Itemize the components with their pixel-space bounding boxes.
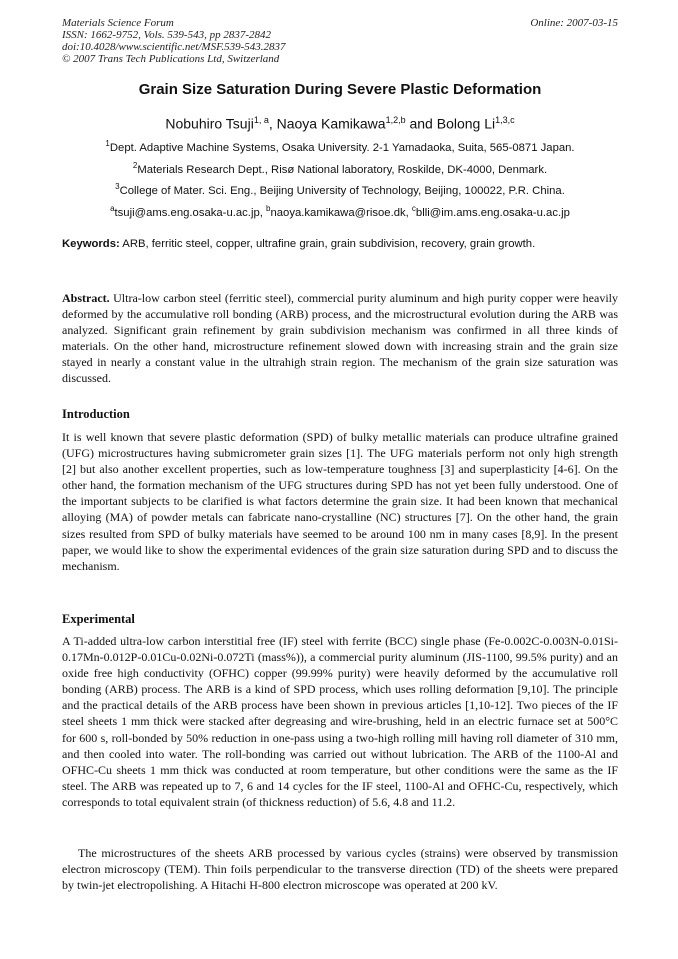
author-superscript: 1,3,c xyxy=(495,115,515,125)
author-name: Nobuhiro Tsuji xyxy=(165,115,254,132)
introduction-paragraph: It is well known that severe plastic deformation (SPD) of bulky metallic materials can produce ultrafine grained (UFG) microstructures having submicrometer grain sizes [1]. The UFG materials perform not only high strength [2] but also another excellent properties, such as low-temperature toughness [3] and superplasticity [4-6]. On the other hand, the formation mechanism of the UFG structures during SPD has not yet been fully understood. One of the important subjects to be clarified is what factors determine the grain size. It had been known that mechanical alloying (MA) of powder metals can fabricate nano-crystalline (NC) structures [7]. On the other hand, the grain sizes resulted from SPD of bulky materials have seemed to be around 100 nm in many cases [8,9]. In the present paper, we would like to show the experimental evidences of the grain size saturation during SPD and to discuss the mechanism. xyxy=(62,430,618,573)
author-superscript: 1,2,b xyxy=(385,115,406,125)
journal-issn: ISSN: 1662-9752, Vols. 539-543, pp 2837-2842 xyxy=(62,29,271,41)
email-link[interactable]: tsuji@ams.eng.osaka-u.ac.jp, xyxy=(114,206,267,219)
abstract xyxy=(62,290,618,387)
affiliation-3: $^3$College of Mater. Sci. Eng., Beijing University of Technology, Beijing, 100022, P.R. China. xyxy=(115,182,565,197)
author-superscript: 1, a xyxy=(253,115,269,125)
experimental-paragraph-1: A Ti-added ultra-low carbon interstitial free (IF) steel with ferrite (BCC) single phase (Fe-0.002C-0.003N-0.01Si-0.17Mn-0.012P-0.01Cu-0.02Ni-0.072Ti (mass%)), a commercial purity aluminum (JIS-1100, 99.5% purity) and an oxide free high conductivity (OFHC) copper (99.99% purity) were heavily deformed by the accumulative roll bonding (ARB) process. The ARB is a kind of SPD process, which uses rolling deformation [9,10]. The principle and the practical details of the ARB process have been shown in previous articles [1,10-12]. Two pieces of the IF steel sheets 1 mm thick were stacked after degreasing and wire-brushing, held in an electric furnace set at 500°C for 600 s, roll-bonded by 50% reduction in one-pass using a two-high rolling mill having roll diameter of 310 mm, and then cooled into water. The roll-bonding was carried out without lubrication. The ARB of the 1100-Al and OFHC-Cu sheets 1 mm thick was conducted at room temperature, but other conditions were the same as the IF steel. The ARB was repeated up to 7, 6 and 14 cycles for the IF steel, 1100-Al and OFHC-Cu, respectively, which corresponds to total equivalent strain (of thickness reduction) of 5.6, 4.8 and 11.2. xyxy=(62,634,618,809)
keywords-label: Keywords: xyxy=(62,238,120,250)
online-date: Online: 2007-03-15 xyxy=(530,17,618,29)
affiliation-1: $^1$Dept. Adaptive Machine Systems, Osaka University. 2-1 Yamadaoka, Suita, 565-0871 Japan. xyxy=(105,139,575,154)
email-link[interactable]: blli@im.ams.eng.osaka-u.ac.jp xyxy=(415,206,570,219)
keywords-text: ARB, ferritic steel, copper, ultrafine grain, grain subdivision, recovery, grain growth. xyxy=(119,238,536,250)
author-emails: $^a$tsuji@ams.eng.osaka-u.ac.jp, $^b$naoya.kamikawa@risoe.dk, $^c$blli@im.ams.eng.osaka-u.ac.jp xyxy=(110,204,570,219)
journal-name: Materials Science Forum xyxy=(62,17,174,29)
affiliation-2: $^2$Materials Research Dept., Risø National laboratory, Roskilde, DK-4000, Denmark. xyxy=(132,161,548,176)
section-heading-experimental: Experimental xyxy=(62,612,135,626)
abstract-text: Ultra-low carbon steel (ferritic steel), commercial purity aluminum and high purity copper were heavily deformed by the accumulative roll bonding (ARB) process, and the microstructural evolution during the ARB was analyzed. Significant grain refinement by grain subdivision mechanism was confirmed in all three kinds of materials. On the other hand, microstructure refinement slowed down with increasing strain and the grain size stayed in nearly a constant value in the ultrahigh strain region. The mechanism of the grain size saturation was discussed. xyxy=(62,291,618,386)
author-name: , Naoya Kamikawa xyxy=(268,115,386,132)
journal-doi: doi:10.4028/www.scientific.net/MSF.539-543.2837 xyxy=(62,41,286,53)
journal-copyright: © 2007 Trans Tech Publications Ltd, Switzerland xyxy=(62,53,280,65)
paper-title: Grain Size Saturation During Severe Plastic Deformation xyxy=(138,81,542,98)
experimental-paragraph-2: The microstructures of the sheets ARB processed by various cycles (strains) were observed by transmission electron microscopy (TEM). Thin foils perpendicular to the transverse direction (TD) of the sheets were prepared by twin-jet electropolishing. A Hitachi H-800 electron microscope was operated at 200 kV. xyxy=(62,846,618,893)
section-heading-introduction: Introduction xyxy=(62,407,130,421)
email-link[interactable]: naoya.kamikawa@risoe.dk, xyxy=(270,206,412,219)
author-list xyxy=(62,115,618,132)
journal-header xyxy=(62,17,618,65)
author-name: and Bolong Li xyxy=(405,115,496,132)
abstract-label: Abstract. xyxy=(62,291,110,305)
keywords xyxy=(62,238,618,250)
